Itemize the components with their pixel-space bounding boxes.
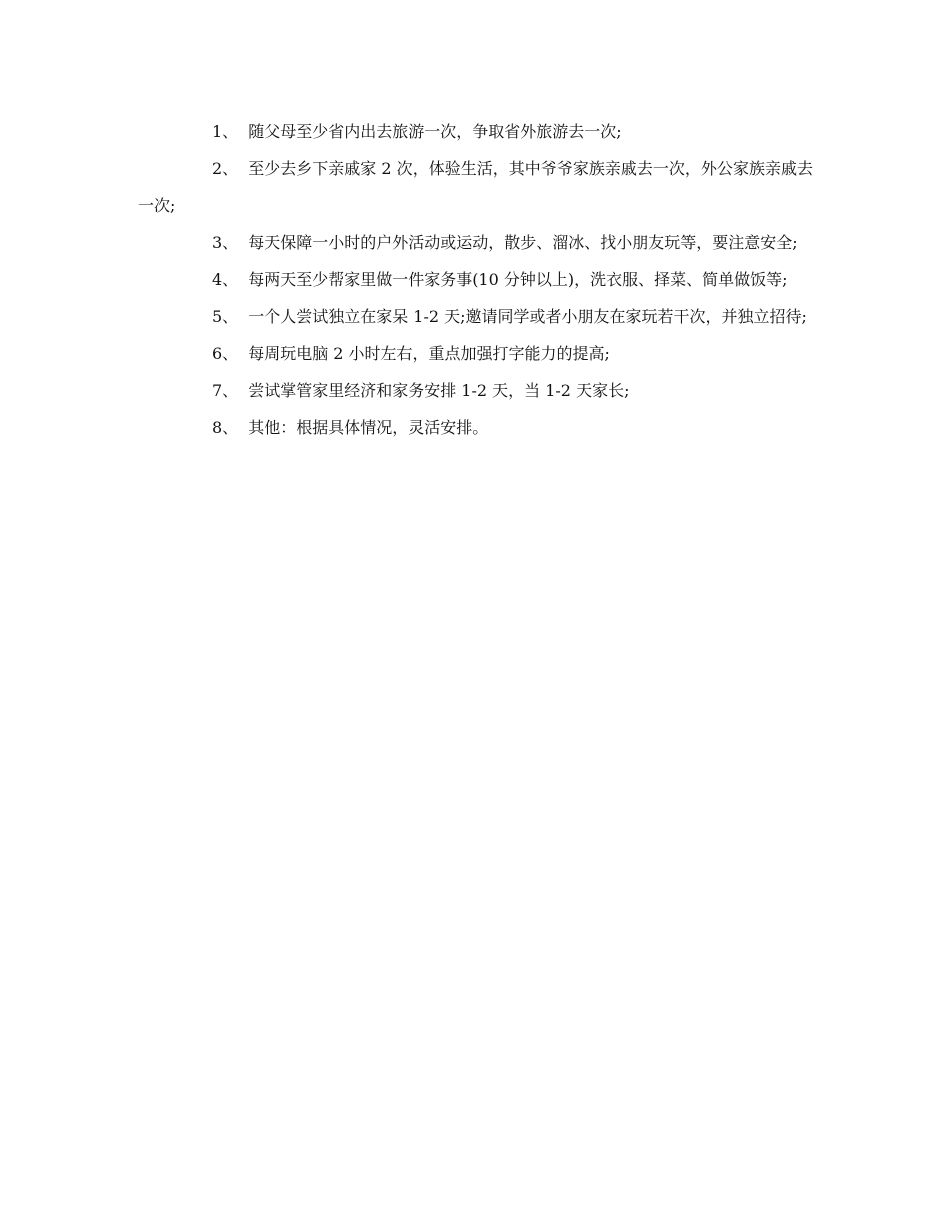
item-text: 随父母至少省内出去旅游一次，争取省外旅游去一次; bbox=[248, 122, 622, 141]
item-text: 每天保障一小时的户外活动或运动，散步、溜冰、找小朋友玩等，要注意安全; bbox=[248, 233, 798, 252]
item-text: 每周玩电脑 2 小时左右，重点加强打字能力的提高; bbox=[248, 344, 610, 363]
item-number: 4、 bbox=[212, 270, 239, 289]
item-number: 5、 bbox=[212, 307, 239, 326]
list-item bbox=[138, 409, 813, 446]
item-number: 3、 bbox=[212, 233, 239, 252]
item-text: 至少去乡下亲戚家 2 次，体验生活，其中爷爷家族亲戚去一次，外公家族亲戚去一次; bbox=[138, 159, 813, 215]
list-item bbox=[138, 372, 813, 409]
list-item bbox=[138, 261, 813, 298]
item-text: 一个人尝试独立在家呆 1-2 天;邀请同学或者小朋友在家玩若干次，并独立招待; bbox=[248, 307, 807, 326]
item-text: 其他：根据具体情况，灵活安排。 bbox=[248, 418, 489, 437]
list-item bbox=[138, 335, 813, 372]
item-text: 尝试掌管家里经济和家务安排 1-2 天，当 1-2 天家长; bbox=[248, 381, 630, 400]
list-item bbox=[138, 113, 813, 150]
list-item bbox=[138, 224, 813, 261]
list-item bbox=[138, 298, 813, 335]
item-number: 2、 bbox=[212, 159, 239, 178]
item-number: 6、 bbox=[212, 344, 239, 363]
item-number: 7、 bbox=[212, 381, 239, 400]
plan-list bbox=[138, 113, 813, 446]
item-number: 1、 bbox=[212, 122, 239, 141]
item-text: 每两天至少帮家里做一件家务事(10 分钟以上)，洗衣服、择菜、简单做饭等; bbox=[248, 270, 788, 289]
list-item bbox=[138, 150, 813, 224]
item-number: 8、 bbox=[212, 418, 239, 437]
